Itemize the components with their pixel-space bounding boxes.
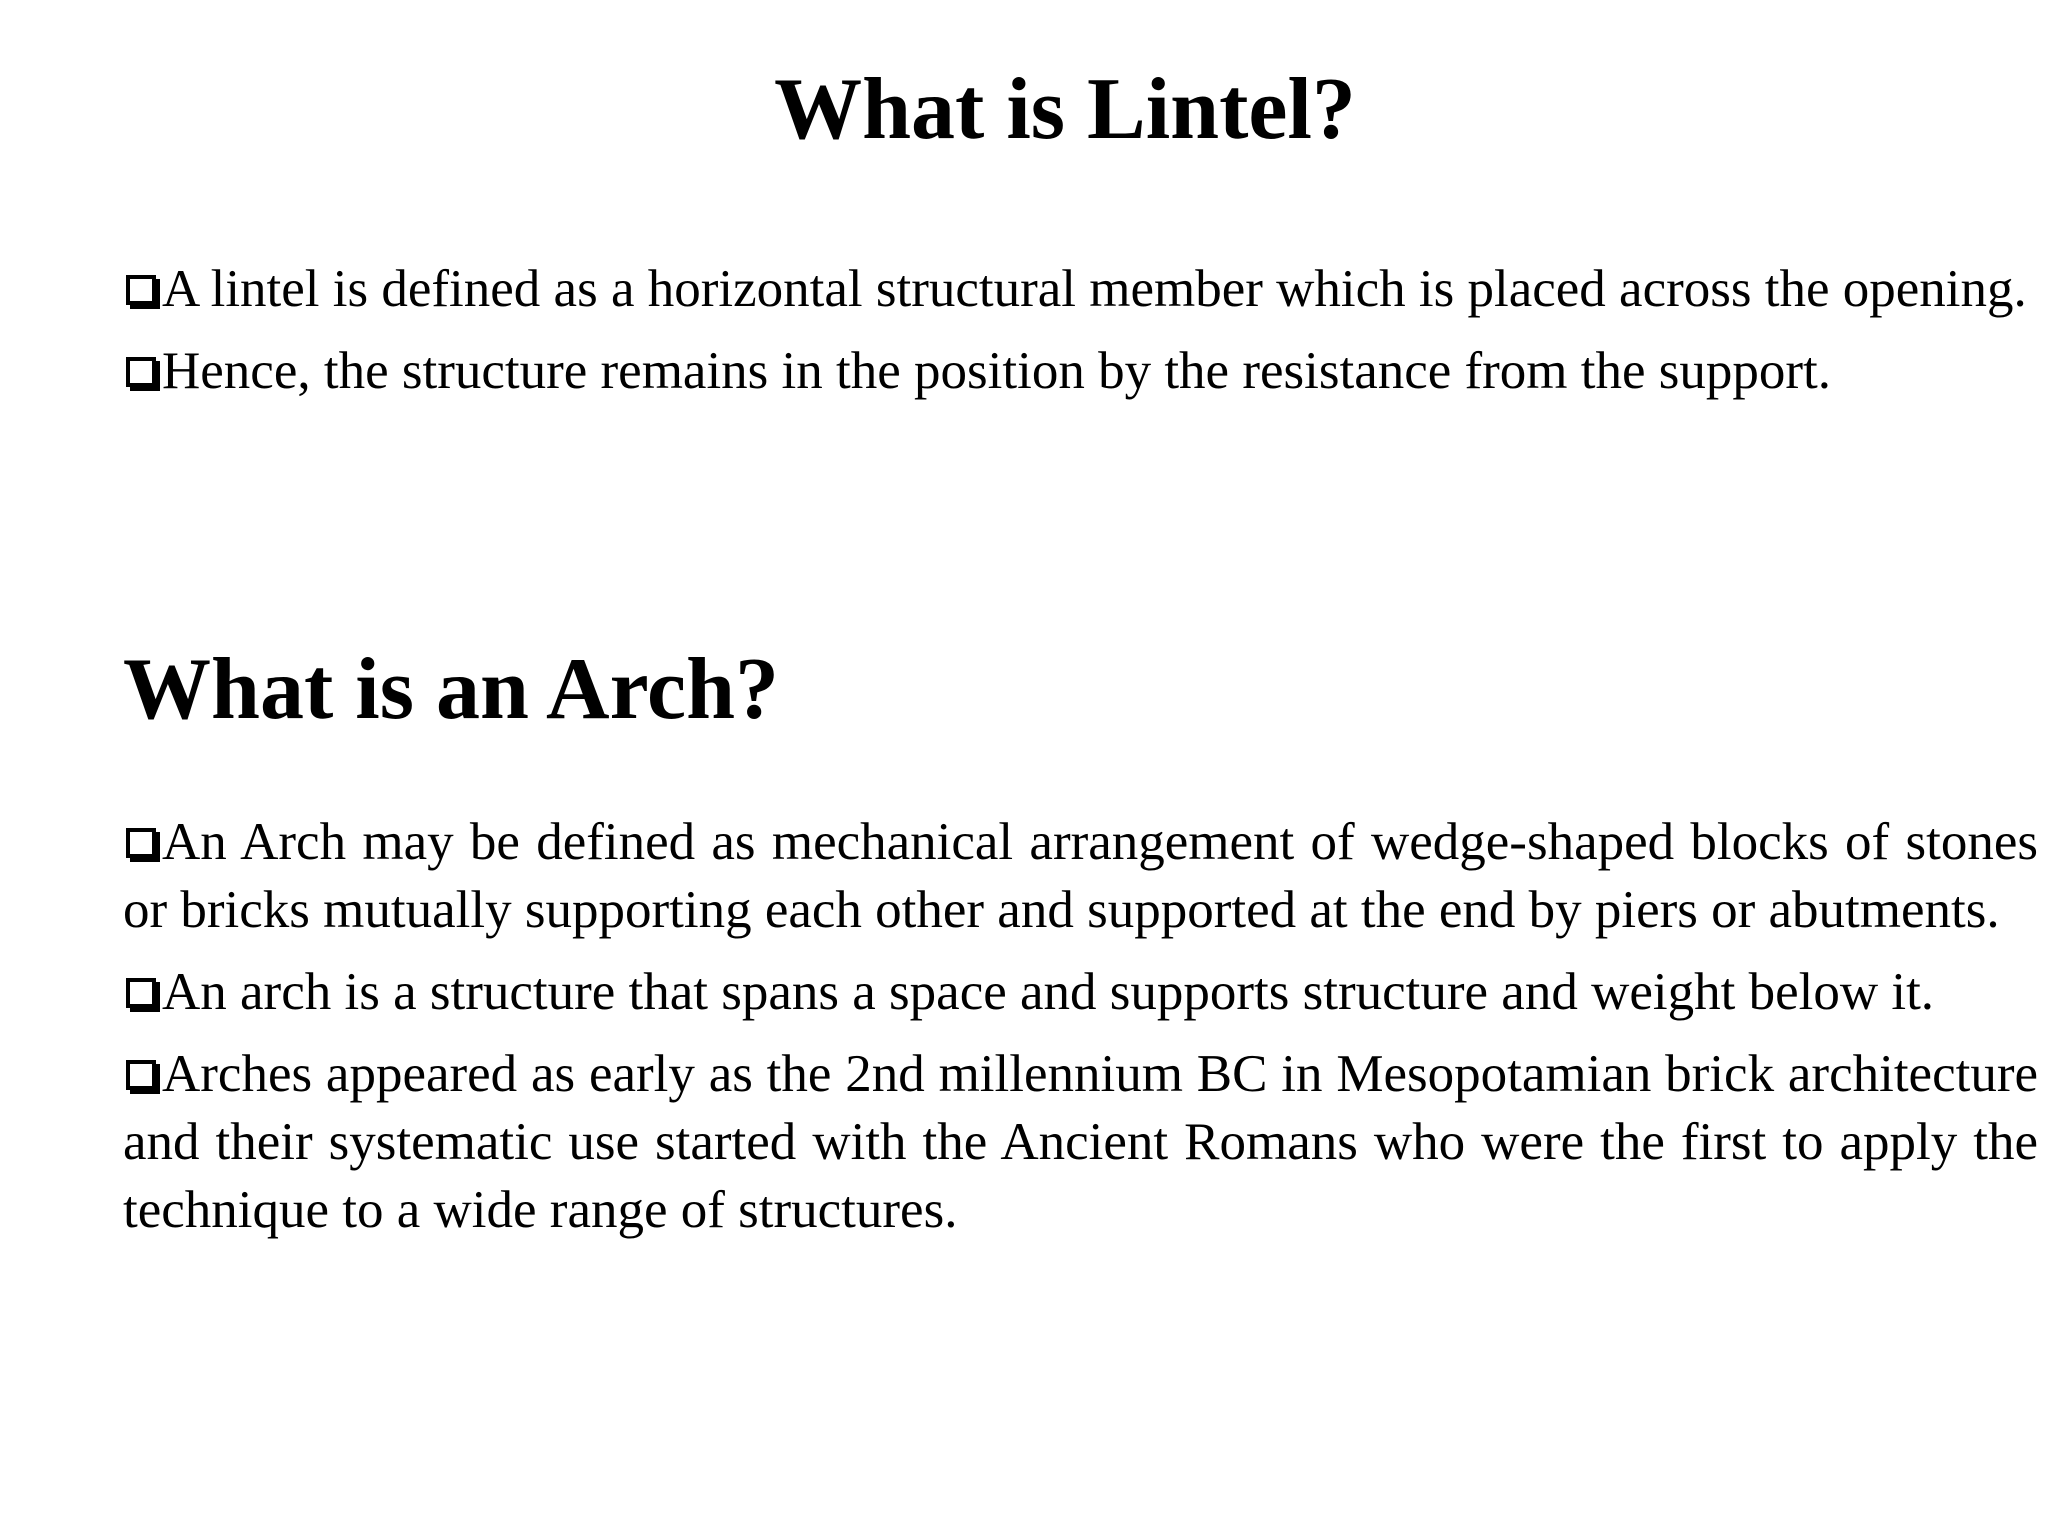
arch-heading: What is an Arch?	[123, 641, 780, 738]
hollow-square-bullet-icon	[126, 357, 156, 387]
list-item	[123, 958, 2038, 1026]
bullet-text: Arches appeared as early as the 2nd millennium BC in Mesopotamian brick architecture and their systematic use started with the Ancient Romans who were the first to apply the technique to a wide range of structures.	[123, 1045, 2038, 1239]
bullet-text: An arch is a structure that spans a space and supports structure and weight below it.	[162, 963, 1935, 1021]
list-item	[123, 808, 2038, 944]
hollow-square-bullet-icon	[126, 828, 156, 858]
hollow-square-bullet-icon	[126, 978, 156, 1008]
list-item	[123, 1040, 2038, 1244]
bullet-text: Hence, the structure remains in the position by the resistance from the support.	[162, 342, 1832, 400]
lintel-heading: What is Lintel?	[774, 61, 1356, 158]
bullet-text: An Arch may be defined as mechanical arrangement of wedge-shaped blocks of stones or bricks mutually supporting each other and supported at the end by piers or abutments.	[123, 813, 2038, 939]
arch-bullet-list	[123, 808, 2038, 1258]
list-item	[123, 255, 2038, 323]
hollow-square-bullet-icon	[126, 275, 156, 305]
bullet-text: A lintel is defined as a horizontal structural member which is placed across the opening.	[162, 260, 2027, 318]
list-item	[123, 337, 2038, 405]
lintel-bullet-list	[123, 255, 2038, 419]
hollow-square-bullet-icon	[126, 1060, 156, 1090]
